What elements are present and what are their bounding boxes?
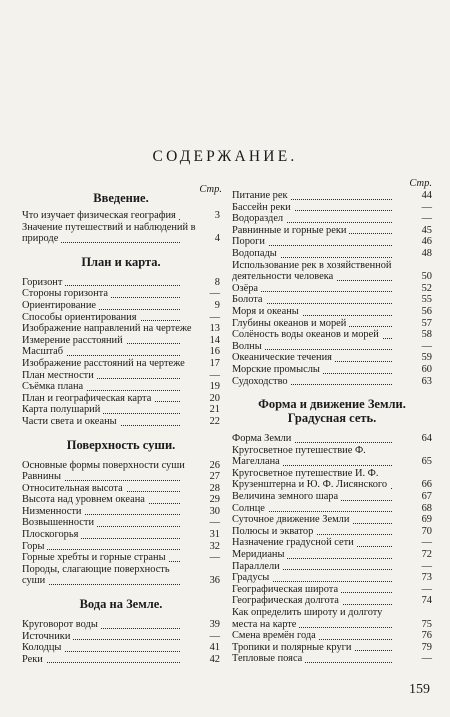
- toc-entry-page: —: [200, 370, 220, 382]
- toc-entry-title: Болота: [232, 294, 266, 305]
- toc-entry-page: —: [200, 312, 220, 324]
- toc-entry-title: Карта полушарий: [22, 404, 103, 415]
- toc-entry-page: 50: [412, 271, 432, 283]
- toc-entry-title: Породы, слагающие поверхность суши: [22, 563, 170, 587]
- toc-entry-page: 39: [200, 619, 220, 631]
- toc-entry-page: 74: [412, 595, 432, 607]
- toc-right-column: [232, 178, 432, 665]
- toc-entry: [232, 653, 432, 665]
- toc-entry-title: Тропики и полярные круги: [232, 642, 354, 653]
- toc-entry-page: 75: [412, 619, 432, 631]
- section-heading: Поверхность суши.: [66, 437, 176, 452]
- page-number: 159: [409, 682, 430, 697]
- toc-entry-page: 66: [412, 479, 432, 491]
- toc-entry-title: Водопады: [232, 248, 280, 259]
- toc-entry-title: Как определить широту и долготу места на карте: [232, 607, 383, 630]
- toc-entry: [22, 288, 220, 300]
- toc-entry: [232, 503, 432, 515]
- toc-entry-page: 63: [412, 376, 432, 388]
- toc-entry: [22, 552, 220, 564]
- toc-entry: [22, 529, 220, 541]
- toc-entry-title: Возвышенности: [22, 517, 97, 528]
- toc-entry-page: —: [412, 537, 432, 549]
- toc-entry-title: Способы ориентирования: [22, 312, 140, 323]
- toc-entry: [232, 260, 432, 283]
- toc-entry-page: 22: [200, 416, 220, 428]
- toc-entry-title: Солнце: [232, 503, 268, 514]
- toc-entry: [22, 564, 220, 587]
- toc-entry-page: 27: [200, 471, 220, 483]
- toc-entry: [22, 631, 220, 643]
- toc-entry: [232, 526, 432, 538]
- toc-entry-title: Горы: [22, 541, 47, 552]
- toc-entry-title: Тепловые пояса: [232, 653, 305, 664]
- toc-entry-page: 72: [412, 549, 432, 561]
- toc-entry-page: 73: [412, 572, 432, 584]
- toc-entry-page: —: [200, 288, 220, 300]
- toc-entry-page: 46: [412, 236, 432, 248]
- toc-entry-title: Географическая долгота: [232, 595, 342, 606]
- toc-entry: [22, 517, 220, 529]
- toc-entry: [232, 468, 432, 491]
- toc-entry-title: Что изучает физическая география: [22, 210, 179, 221]
- toc-entry-page: 4: [200, 233, 220, 245]
- toc-entry-page: 36: [200, 575, 220, 587]
- toc-entry-page: 70: [412, 526, 432, 538]
- toc-entry-page: 3: [200, 210, 220, 222]
- toc-entry: [232, 190, 432, 202]
- toc-entry: [232, 341, 432, 353]
- toc-left-column: [22, 178, 220, 665]
- section-heading: Форма и движение Земли. Градусная сеть.: [258, 397, 406, 426]
- toc-entry: [22, 654, 220, 666]
- toc-entry: [232, 236, 432, 248]
- toc-entry-title: Кругосветное путешествие Ф. Магеллана: [232, 444, 366, 468]
- toc-entry-title: Равнины: [22, 471, 64, 482]
- toc-entry: [232, 248, 432, 260]
- toc-entry-title: Ориентирование: [22, 300, 99, 311]
- toc-entry: [22, 471, 220, 483]
- toc-entry: [22, 642, 220, 654]
- toc-entry-page: 58: [412, 329, 432, 341]
- toc-entry: [232, 642, 432, 654]
- toc-entry: [22, 393, 220, 405]
- toc-entry-page: 9: [200, 300, 220, 312]
- toc-entry: [22, 416, 220, 428]
- toc-entry: [22, 381, 220, 393]
- toc-entry-page: 20: [200, 393, 220, 405]
- toc-entry: [22, 541, 220, 553]
- toc-entry-page: 8: [200, 277, 220, 289]
- toc-entry: [22, 346, 220, 358]
- toc-entry-title: Морские промыслы: [232, 364, 323, 375]
- toc-entry: [232, 549, 432, 561]
- page-column-label: Стр.: [409, 178, 432, 189]
- toc-entry-title: Реки: [22, 654, 46, 665]
- toc-entry-title: Круговорот воды: [22, 619, 101, 630]
- toc-entry-page: 13: [200, 323, 220, 335]
- toc-entry-title: Озёра: [232, 283, 261, 294]
- toc-entry-page: 16: [200, 346, 220, 358]
- toc-entry-title: Питание рек: [232, 190, 291, 201]
- toc-entry: [232, 306, 432, 318]
- toc-entry-page: 42: [200, 654, 220, 666]
- toc-entry-title: Пороги: [232, 236, 268, 247]
- section-heading: Вода на Земле.: [79, 597, 163, 612]
- toc-entry: [232, 561, 432, 573]
- toc-entry-title: Меридианы: [232, 549, 287, 560]
- section-heading: План и карта.: [81, 254, 161, 269]
- toc-entry: [232, 318, 432, 330]
- toc-entry-page: 41: [200, 642, 220, 654]
- toc-entry-title: Форма Земли: [232, 433, 294, 444]
- toc-entry: [232, 607, 432, 630]
- toc-entry: [232, 514, 432, 526]
- toc-entry-title: Кругосветное путешествие И. Ф. Крузенштерна и Ю. Ф. Лисянского: [232, 468, 390, 491]
- toc-entry-page: —: [412, 584, 432, 596]
- toc-entry-page: 19: [200, 381, 220, 393]
- toc-entry-page: —: [412, 341, 432, 353]
- toc-entry-page: —: [412, 202, 432, 214]
- toc-entry-title: Использование рек в хозяйственной деятельности человека: [232, 259, 392, 283]
- toc-entry: [232, 445, 432, 468]
- toc-entry-title: Полюсы и экватор: [232, 526, 316, 537]
- toc-entry-title: Водораздел: [232, 213, 286, 224]
- toc-entry-page: 79: [412, 642, 432, 654]
- toc-entry-page: 32: [200, 541, 220, 553]
- toc-entry-title: Источники: [22, 631, 73, 642]
- toc-entry-page: 64: [412, 433, 432, 445]
- toc-entry-page: —: [412, 561, 432, 573]
- toc-entry-page: 44: [412, 190, 432, 202]
- toc-entry: [232, 537, 432, 549]
- toc-entry-title: Относительная высота: [22, 483, 126, 494]
- toc-entry: [22, 404, 220, 416]
- toc-entry: [232, 584, 432, 596]
- toc-entry-title: Глубины океанов и морей: [232, 318, 349, 329]
- toc-entry: [22, 619, 220, 631]
- toc-entry-page: 14: [200, 335, 220, 347]
- toc-entry-title: Изображение направлений на чертеже: [22, 323, 195, 334]
- toc-entry-page: 26: [200, 460, 220, 472]
- toc-entry: [22, 300, 220, 312]
- toc-entry-title: Географическая широта: [232, 584, 341, 595]
- toc-entry: [22, 277, 220, 289]
- toc-entry-title: Назначение градусной сети: [232, 537, 357, 548]
- toc-entry-page: —: [412, 213, 432, 225]
- toc-entry: [22, 483, 220, 495]
- toc-entry-page: 56: [412, 306, 432, 318]
- toc-entry-page: 69: [412, 514, 432, 526]
- toc-entry-title: Части света и океаны: [22, 416, 120, 427]
- toc-entry-title: Стороны горизонта: [22, 288, 111, 299]
- toc-entry-page: 60: [412, 364, 432, 376]
- toc-entry-page: —: [200, 552, 220, 564]
- toc-entry-page: 48: [412, 248, 432, 260]
- toc-entry-page: 52: [412, 283, 432, 295]
- toc-entry: [232, 225, 432, 237]
- toc-entry-page: 45: [412, 225, 432, 237]
- toc-entry: [22, 323, 220, 335]
- toc-entry: [232, 433, 432, 445]
- toc-entry-title: Смена времён года: [232, 630, 319, 641]
- toc-entry: [232, 294, 432, 306]
- toc-entry-title: Океанические течения: [232, 352, 335, 363]
- toc-entry: [22, 312, 220, 324]
- toc-entry-title: Солёность воды океанов и морей: [232, 329, 382, 340]
- toc-entry: [232, 364, 432, 376]
- toc-entry-page: 57: [412, 318, 432, 330]
- toc-entry-page: 31: [200, 529, 220, 541]
- toc-entry-title: Измерение расстояний: [22, 335, 126, 346]
- toc-entry-title: Высота над уровнем океана: [22, 494, 148, 505]
- toc-entry: [22, 210, 220, 222]
- toc-entry-page: 30: [200, 506, 220, 518]
- toc-entry-page: 68: [412, 503, 432, 515]
- toc-entry: [232, 329, 432, 341]
- toc-entry: [232, 595, 432, 607]
- toc-entry-title: Суточное движение Земли: [232, 514, 352, 525]
- toc-entry: [22, 335, 220, 347]
- toc-entry-title: Волны: [232, 341, 265, 352]
- toc-entry-page: 55: [412, 294, 432, 306]
- toc-entry-page: —: [412, 653, 432, 665]
- toc-entry: [22, 358, 220, 370]
- toc-entry-title: Низменности: [22, 506, 85, 517]
- toc-entry: [22, 506, 220, 518]
- toc-entry: [22, 222, 220, 245]
- toc-entry: [232, 283, 432, 295]
- toc-entry-title: Значение путешествий и наблюдений в природе: [22, 221, 196, 245]
- toc-entry-page: 76: [412, 630, 432, 642]
- toc-entry-page: 29: [200, 494, 220, 506]
- toc-entry: [22, 460, 220, 472]
- toc-entry-title: Величина земного шара: [232, 491, 341, 502]
- toc-entry-page: 67: [412, 491, 432, 503]
- toc-entry: [22, 494, 220, 506]
- page-column-label: Стр.: [199, 184, 222, 195]
- toc-entry: [232, 376, 432, 388]
- toc-entry-title: Колодцы: [22, 642, 64, 653]
- toc-entry-title: Основные формы поверхности суши: [22, 460, 188, 471]
- toc-entry-page: 59: [412, 352, 432, 364]
- toc-entry-title: Градусы: [232, 572, 272, 583]
- toc-entry: [232, 352, 432, 364]
- toc-entry-title: Моря и океаны: [232, 306, 302, 317]
- toc-entry-page: 28: [200, 483, 220, 495]
- toc-entry-page: —: [200, 631, 220, 643]
- toc-entry-title: Параллели: [232, 561, 283, 572]
- toc-entry-title: Масштаб: [22, 346, 66, 357]
- toc-entry-title: Изображение расстояний на чертеже: [22, 358, 188, 369]
- toc-entry-title: План и географическая карта: [22, 393, 154, 404]
- toc-entry: [232, 202, 432, 214]
- toc-entry-title: План местности: [22, 370, 97, 381]
- toc-entry-title: Равнинные и горные реки: [232, 225, 349, 236]
- toc-entry: [232, 491, 432, 503]
- toc-entry-title: Плоскогорья: [22, 529, 81, 540]
- toc-entry-page: 65: [412, 456, 432, 468]
- toc-entry-page: 21: [200, 404, 220, 416]
- toc-entry-title: Съёмка плана: [22, 381, 86, 392]
- toc-entry: [232, 630, 432, 642]
- toc-entry-page: —: [200, 517, 220, 529]
- section-heading: Введение.: [93, 191, 149, 205]
- toc-entry: [232, 572, 432, 584]
- toc-entry-title: Судоходство: [232, 376, 291, 387]
- toc-entry: [22, 370, 220, 382]
- toc-entry-title: Горные хребты и горные страны: [22, 552, 169, 563]
- toc-entry: [232, 213, 432, 225]
- toc-entry-page: 17: [200, 358, 220, 370]
- toc-entry-title: Горизонт: [22, 277, 65, 288]
- toc-entry-title: Бассейн реки: [232, 202, 294, 213]
- page-title: СОДЕРЖАНИЕ.: [152, 148, 298, 165]
